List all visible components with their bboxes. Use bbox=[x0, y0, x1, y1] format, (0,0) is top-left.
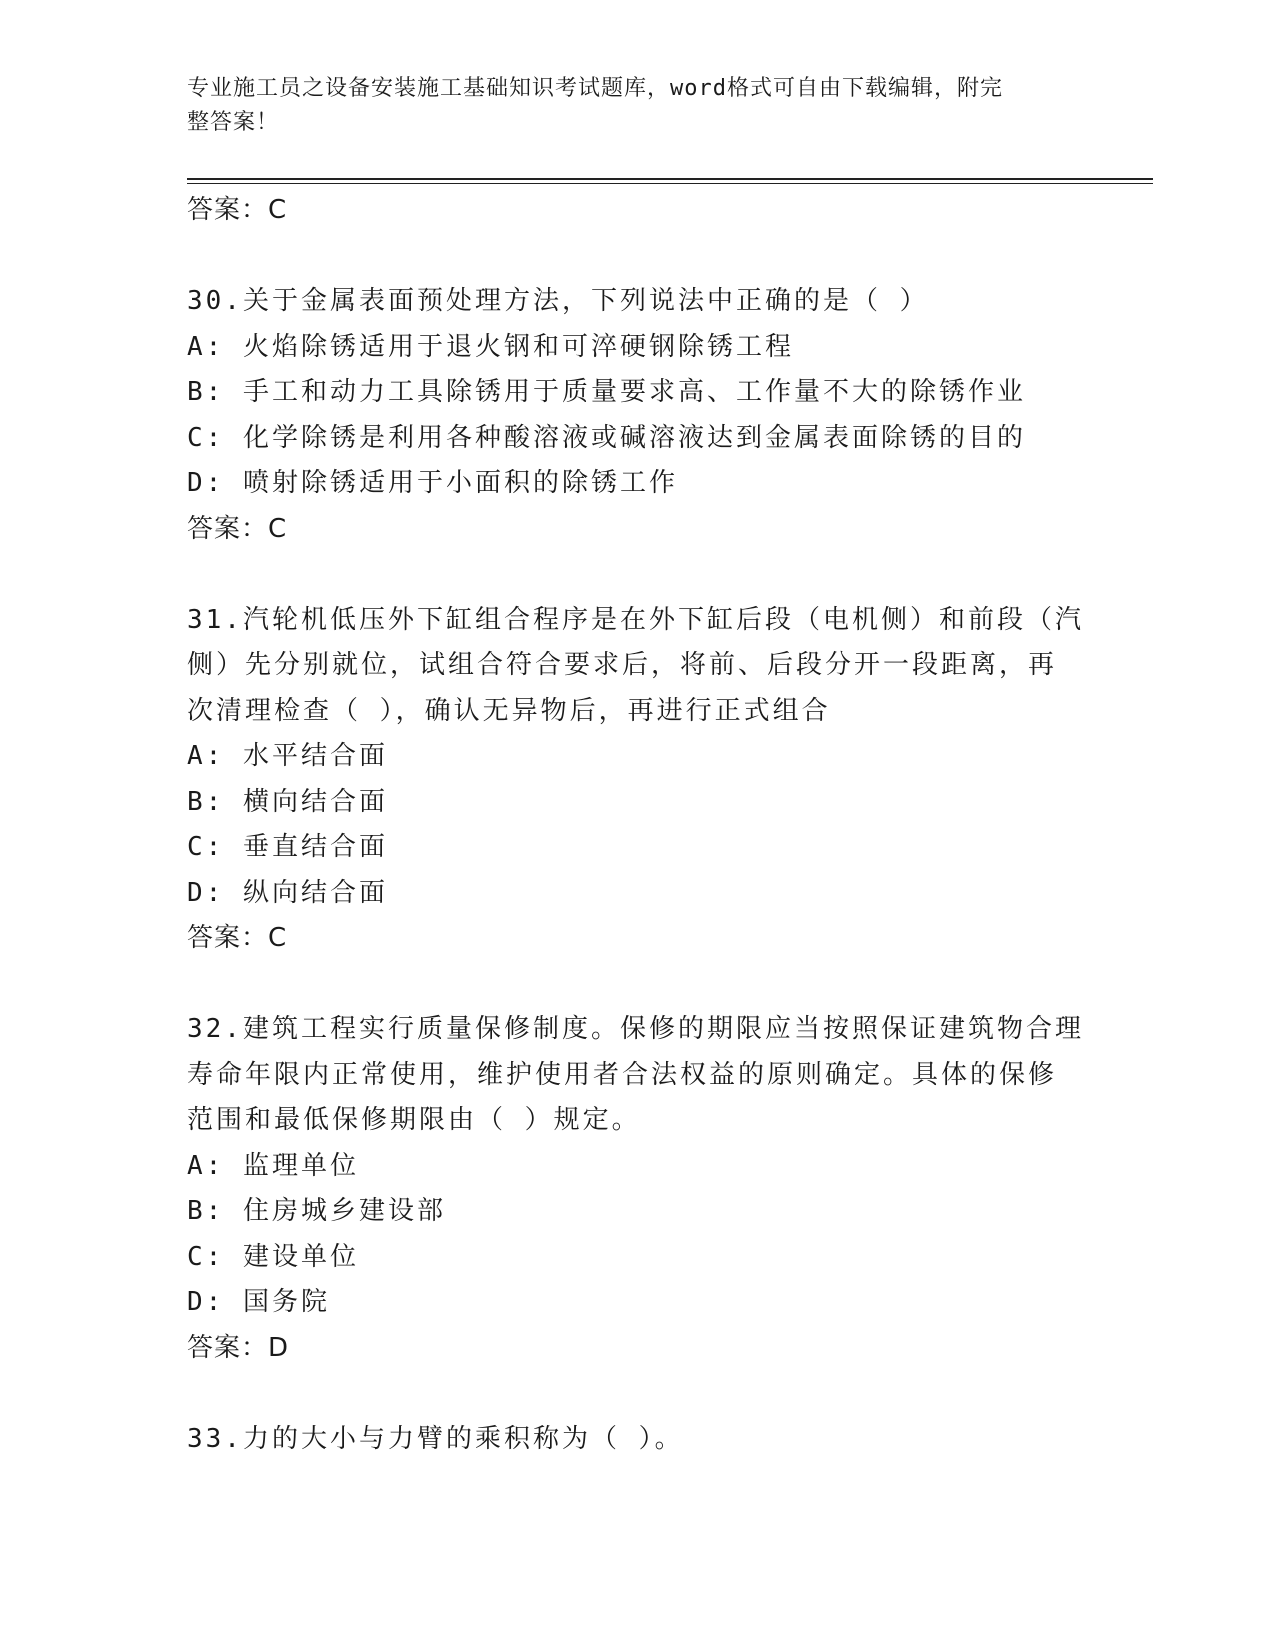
spacer bbox=[187, 552, 1087, 598]
option-a: A: 火焰除锈适用于退火钢和可淬硬钢除锈工程 bbox=[187, 331, 794, 362]
question-text: 范围和最低保修期限由（ ）规定。 bbox=[187, 1105, 641, 1135]
answer-line: 答案：C bbox=[187, 513, 288, 544]
answer-line: 答案：C bbox=[187, 923, 288, 953]
question-text: 次清理检查（ ），确认无异物后，再进行正式组合 bbox=[187, 695, 831, 726]
option-d: D: 纵向结合面 bbox=[187, 877, 388, 908]
question-30 bbox=[187, 279, 1087, 552]
option-d: D: 国务院 bbox=[187, 1287, 330, 1317]
question-list bbox=[187, 188, 1087, 1462]
option-b: B: 住房城乡建设部 bbox=[187, 1196, 446, 1226]
header-line-2: 整答案！ bbox=[187, 110, 280, 135]
header-rule-thin bbox=[187, 183, 1153, 184]
option-c: C: 垂直结合面 bbox=[187, 832, 388, 862]
spacer bbox=[187, 1371, 1087, 1417]
question-31 bbox=[187, 598, 1087, 962]
question-32 bbox=[187, 1007, 1087, 1371]
header-line-1: 专业施工员之设备安装施工基础知识考试题库，word格式可自由下载编辑，附完 bbox=[187, 76, 1003, 101]
question-text: 33.力的大小与力臂的乘积称为（ ）。 bbox=[187, 1423, 684, 1454]
option-c: C: 建设单位 bbox=[187, 1241, 359, 1272]
option-a: A: 水平结合面 bbox=[187, 741, 388, 771]
question-text: 侧）先分别就位，试组合符合要求后，将前、后段分开一段距离，再 bbox=[187, 650, 1058, 680]
document-header bbox=[187, 72, 1087, 140]
answer-line: 答案：C bbox=[187, 195, 288, 225]
question-text: 32.建筑工程实行质量保修制度。保修的期限应当按照保证建筑物合理 bbox=[187, 1014, 1084, 1044]
question-text: 30.关于金属表面预处理方法，下列说法中正确的是（ ） bbox=[187, 286, 929, 316]
option-b: B: 手工和动力工具除锈用于质量要求高、工作量不大的除锈作业 bbox=[187, 377, 1026, 407]
option-d: D: 喷射除锈适用于小面积的除锈工作 bbox=[187, 468, 678, 498]
option-c: C: 化学除锈是利用各种酸溶液或碱溶液达到金属表面除锈的目的 bbox=[187, 422, 1026, 453]
spacer bbox=[187, 962, 1087, 1008]
option-b: B: 横向结合面 bbox=[187, 786, 388, 817]
answer-line: 答案：D bbox=[187, 1332, 290, 1363]
question-33 bbox=[187, 1417, 1087, 1463]
spacer bbox=[187, 234, 1087, 280]
option-a: A: 监理单位 bbox=[187, 1150, 359, 1181]
header-rule-thick bbox=[187, 178, 1153, 180]
question-text: 寿命年限内正常使用，维护使用者合法权益的原则确定。具体的保修 bbox=[187, 1059, 1058, 1090]
question-text: 31.汽轮机低压外下缸组合程序是在外下缸后段（电机侧）和前段（汽 bbox=[187, 604, 1084, 635]
